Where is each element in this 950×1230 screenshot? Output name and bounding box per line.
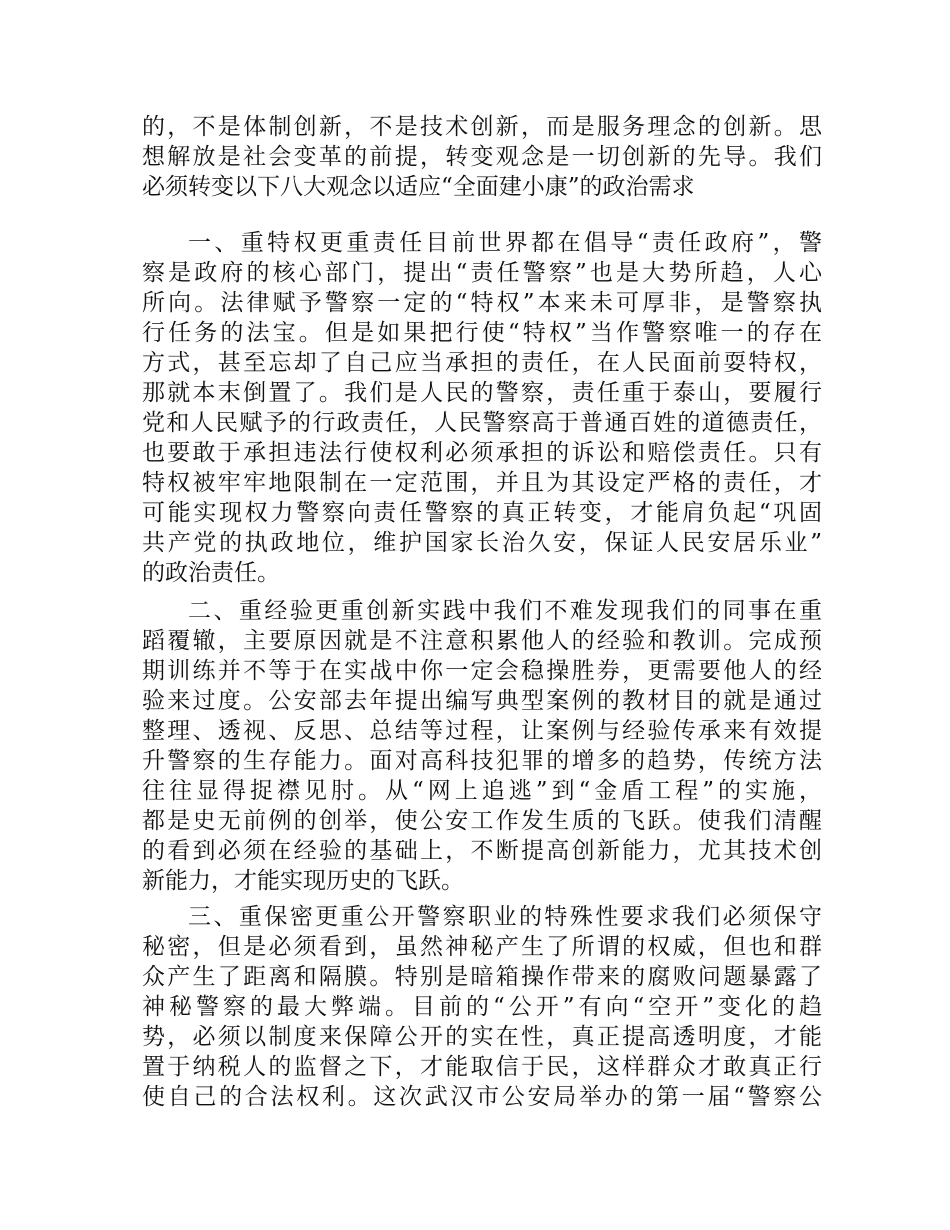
text-line: 都是史无前例的创举，使公安工作发生质的飞跃。使我们清醒 [142,808,822,834]
text-line: 的，不是体制创新，不是技术创新，而是服务理念的创新。思 [142,114,822,140]
text-line: 行任务的法宝。但是如果把行使“特权”当作警察唯一的存在 [142,320,822,346]
text-line: 所向。法律赋予警察一定的“特权”本来未可厚非，是警察执 [142,290,822,316]
text-line: 共产党的执政地位，维护国家长治久安，保证人民安居乐业” [142,530,822,556]
text-line: 特权被牢牢地限制在一定范围，并且为其设定严格的责任，才 [142,470,822,496]
paragraph-intro [142,112,822,202]
text-line: 整理、透视、反思、总结等过程，让案例与经验传承来有效提 [142,718,822,744]
text-line: 神秘警察的最大弊端。目前的“公开”有向“空开”变化的趋 [142,994,822,1020]
text-line: 党和人民赋予的行政责任，人民警察高于普通百姓的道德责任， [142,410,822,436]
text-line: 新能力，才能实现历史的飞跃。 [142,868,464,894]
text-line: 众产生了距离和隔膜。特别是暗箱操作带来的腐败问题暴露了 [142,964,822,990]
text-line: 可能实现权力警察向责任警察的真正转变，才能肩负起“巩固 [142,500,822,526]
text-line: 蹈覆辙，主要原因就是不注意积累他人的经验和教训。完成预 [142,628,822,654]
text-line: 使自己的合法权利。这次武汉市公安局举办的第一届“警察公 [142,1084,822,1110]
text-line: 察是政府的核心部门，提出“责任警察”也是大势所趋，人心 [142,260,822,286]
paragraph-privilege-responsibility [142,228,822,588]
text-line: 的政治责任。 [142,560,280,586]
text-line: 往往显得捉襟见肘。从“网上追逃”到“金盾工程”的实施， [142,778,822,804]
text-line: 必须转变以下八大观念以适应“全面建小康”的政治需求 [142,174,695,200]
text-line: 秘密，但是必须看到，虽然神秘产生了所谓的权威，但也和群 [142,934,822,960]
text-line: 一、重特权更重责任目前世界都在倡导“责任政府”，警 [188,230,822,256]
text-line: 三、重保密更重公开警察职业的特殊性要求我们必须保守 [188,904,822,930]
text-line: 升警察的生存能力。面对高科技犯罪的增多的趋势，传统方法 [142,748,822,774]
paragraph-experience-innovation [142,596,822,896]
text-line: 想解放是社会变革的前提，转变观念是一切创新的先导。我们 [142,144,822,170]
text-line: 期训练并不等于在实战中你一定会稳操胜券，更需要他人的经 [142,658,822,684]
text-line: 验来过度。公安部去年提出编写典型案例的教材目的就是通过 [142,688,822,714]
text-line: 那就本末倒置了。我们是人民的警察，责任重于泰山，要履行 [142,380,822,406]
text-line: 方式，甚至忘却了自己应当承担的责任，在人民面前耍特权， [142,350,822,376]
text-line: 的看到必须在经验的基础上，不断提高创新能力，尤其技术创 [142,838,822,864]
text-line: 也要敢于承担违法行使权利必须承担的诉讼和赔偿责任。只有 [142,440,822,466]
text-line: 势，必须以制度来保障公开的实在性，真正提高透明度，才能 [142,1024,822,1050]
text-line: 二、重经验更重创新实践中我们不难发现我们的同事在重 [188,598,822,624]
paragraph-secrecy-openness [142,902,822,1112]
text-line: 置于纳税人的监督之下，才能取信于民，这样群众才敢真正行 [142,1054,822,1080]
